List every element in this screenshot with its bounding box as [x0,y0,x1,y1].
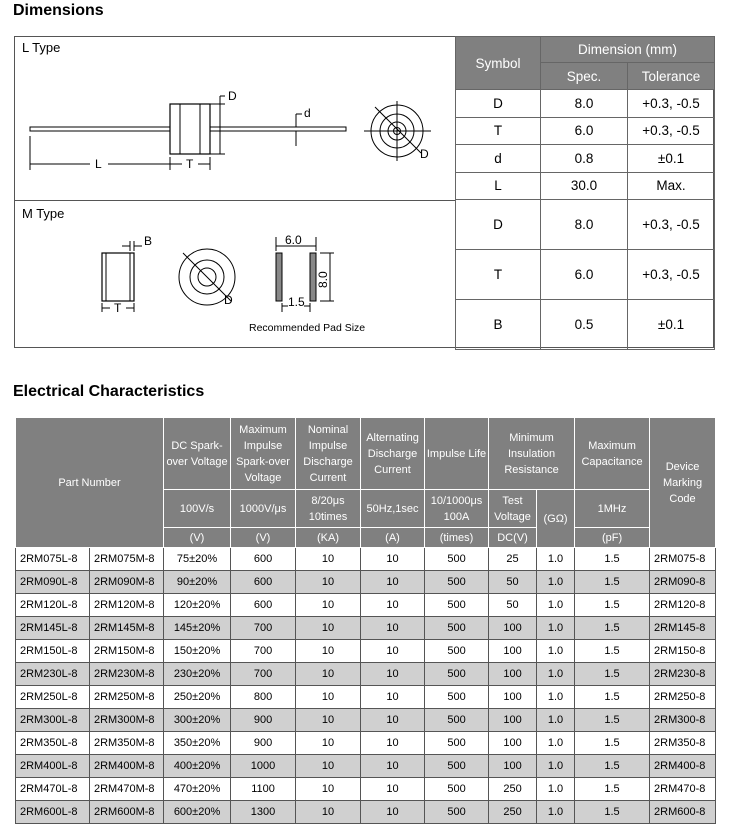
b-label: B [144,234,153,248]
table-row [16,778,716,801]
impulse-life-value: 500 [425,778,489,801]
m-type-drawing [0,0,455,348]
alternating-value: 10 [361,640,425,663]
table-row [16,640,716,663]
alternating-unit: (A) [361,528,425,548]
marking-code: 2RM230-8 [650,663,716,686]
alternating-value: 10 [361,548,425,571]
dimension-symbol: L [456,172,541,200]
part-number-l: 2RM075L-8 [16,548,90,571]
impulse-life-value: 500 [425,548,489,571]
marking-code: 2RM470-8 [650,778,716,801]
dimension-symbol: T [456,250,541,300]
alternating-value: 10 [361,709,425,732]
max-impulse-value: 800 [231,686,296,709]
dimension-tolerance: +0.3, -0.5 [628,200,715,250]
marking-code: 2RM120-8 [650,594,716,617]
part-number-m: 2RM230M-8 [90,663,164,686]
impulse-life-unit: (times) [425,528,489,548]
nominal-impulse-value: 10 [296,594,361,617]
insulation-value: 1.0 [537,686,575,709]
part-number-l: 2RM250L-8 [16,686,90,709]
dimensions-title: Dimensions [13,2,104,19]
max-impulse-value: 700 [231,640,296,663]
pad-caption: Recommended Pad Size [249,322,366,334]
part-number-l: 2RM120L-8 [16,594,90,617]
marking-code: 2RM075-8 [650,548,716,571]
dimension-spec: 0.8 [541,145,628,173]
capacitance-value: 1.5 [575,594,650,617]
dimension-tolerance: Max. [628,172,715,200]
nominal-impulse-value: 10 [296,663,361,686]
dc-sparkover-value: 90±20% [164,571,231,594]
nominal-impulse-condition: 8/20μs 10times [296,490,361,528]
dimension-symbol: B [456,300,541,350]
nominal-impulse-value: 10 [296,571,361,594]
impulse-life-value: 500 [425,571,489,594]
alternating-value: 10 [361,801,425,824]
max-impulse-value: 900 [231,709,296,732]
marking-code: 2RM350-8 [650,732,716,755]
spec-header: Spec. [541,63,628,90]
insulation-value: 1.0 [537,617,575,640]
impulse-life-value: 500 [425,755,489,778]
impulse-life-value: 500 [425,732,489,755]
capacitance-value: 1.5 [575,778,650,801]
part-number-m: 2RM300M-8 [90,709,164,732]
max-impulse-value: 600 [231,548,296,571]
test-voltage-value: 50 [489,594,537,617]
alternating-value: 10 [361,617,425,640]
insulation-value: 1.0 [537,594,575,617]
dc-sparkover-value: 120±20% [164,594,231,617]
tolerance-header: Tolerance [628,63,715,90]
impulse-life-value: 500 [425,686,489,709]
max-impulse-condition: 1000V/μs [231,490,296,528]
dimension-symbol: T [456,117,541,145]
dimension-tolerance: +0.3, -0.5 [628,117,715,145]
nominal-impulse-value: 10 [296,709,361,732]
insulation-value: 1.0 [537,663,575,686]
dimension-tolerance: ±0.1 [628,300,715,350]
dc-sparkover-value: 75±20% [164,548,231,571]
test-voltage-value: 100 [489,617,537,640]
part-number-header: Part Number [16,418,164,548]
insulation-value: 1.0 [537,755,575,778]
table-row [16,755,716,778]
dimension-tolerance: +0.3, -0.5 [628,90,715,118]
part-number-m: 2RM090M-8 [90,571,164,594]
capacitance-value: 1.5 [575,755,650,778]
part-number-l: 2RM150L-8 [16,640,90,663]
nominal-impulse-value: 10 [296,778,361,801]
test-voltage-value: 250 [489,778,537,801]
insulation-unit: (GΩ) [537,490,575,548]
electrical-title: Electrical Characteristics [13,383,205,400]
table-row [16,571,716,594]
dimension-row [456,250,715,300]
marking-code: 2RM400-8 [650,755,716,778]
part-number-m: 2RM250M-8 [90,686,164,709]
device-marking-header: Device Marking Code [650,418,716,548]
capacitance-value: 1.5 [575,548,650,571]
dc-sparkover-value: 600±20% [164,801,231,824]
d-circle-label: D [420,147,429,161]
dimension-row [456,172,715,200]
dimension-spec: 8.0 [541,200,628,250]
marking-code: 2RM250-8 [650,686,716,709]
marking-code: 2RM300-8 [650,709,716,732]
capacitance-value: 1.5 [575,801,650,824]
d-major-label: D [228,89,237,103]
l-type-rows [456,90,715,200]
dimension-row [456,300,715,350]
pad-height-label: 8.0 [316,271,330,288]
nominal-impulse-value: 10 [296,801,361,824]
alternating-value: 10 [361,663,425,686]
dc-sparkover-unit: (V) [164,528,231,548]
alternating-value: 10 [361,732,425,755]
nominal-impulse-value: 10 [296,640,361,663]
thickness-label: T [186,157,194,171]
insulation-value: 1.0 [537,640,575,663]
table-row [16,617,716,640]
table-row [16,548,716,571]
test-voltage-value: 100 [489,640,537,663]
max-impulse-value: 1100 [231,778,296,801]
impulse-life-condition: 10/1000μs 100A [425,490,489,528]
dimension-row [456,145,715,173]
impulse-life-value: 500 [425,801,489,824]
impulse-life-header: Impulse Life [425,418,489,490]
nominal-impulse-value: 10 [296,548,361,571]
max-impulse-value: 700 [231,617,296,640]
nominal-impulse-value: 10 [296,755,361,778]
part-number-m: 2RM145M-8 [90,617,164,640]
dimension-table [455,36,715,350]
capacitance-value: 1.5 [575,709,650,732]
alternating-value: 10 [361,778,425,801]
part-number-l: 2RM470L-8 [16,778,90,801]
insulation-value: 1.0 [537,571,575,594]
table-row [16,709,716,732]
dimension-row [456,90,715,118]
max-capacitance-header: Maximum Capacitance [575,418,650,490]
capacitance-value: 1.5 [575,686,650,709]
marking-code: 2RM090-8 [650,571,716,594]
impulse-life-value: 500 [425,617,489,640]
part-number-l: 2RM090L-8 [16,571,90,594]
dc-sparkover-value: 400±20% [164,755,231,778]
dc-sparkover-value: 470±20% [164,778,231,801]
alternating-value: 10 [361,571,425,594]
symbol-header: Symbol [456,37,541,90]
insulation-value: 1.0 [537,801,575,824]
alternating-condition: 50Hz,1sec [361,490,425,528]
max-impulse-value: 700 [231,663,296,686]
insulation-value: 1.0 [537,732,575,755]
test-voltage-value: 50 [489,571,537,594]
m-d-label: D [224,293,233,307]
insulation-value: 1.0 [537,709,575,732]
part-number-m: 2RM400M-8 [90,755,164,778]
dimension-symbol: D [456,90,541,118]
m-thickness-label: T [114,301,122,315]
max-capacitance-condition: 1MHz [575,490,650,528]
capacitance-value: 1.5 [575,571,650,594]
alternating-value: 10 [361,594,425,617]
dc-sparkover-value: 350±20% [164,732,231,755]
part-number-l: 2RM600L-8 [16,801,90,824]
alternating-value: 10 [361,755,425,778]
table-row [16,686,716,709]
impulse-life-value: 500 [425,594,489,617]
part-number-l: 2RM350L-8 [16,732,90,755]
pad-width-label: 6.0 [285,233,302,247]
capacitance-value: 1.5 [575,663,650,686]
nominal-impulse-value: 10 [296,732,361,755]
dimension-spec: 0.5 [541,300,628,350]
nominal-impulse-value: 10 [296,686,361,709]
dimension-header: Dimension (mm) [541,37,715,63]
dc-sparkover-value: 300±20% [164,709,231,732]
pad-gap-label: 1.5 [288,295,305,309]
max-impulse-value: 600 [231,571,296,594]
dc-sparkover-value: 150±20% [164,640,231,663]
nominal-impulse-header: Nominal Impulse Discharge Current [296,418,361,490]
part-number-m: 2RM600M-8 [90,801,164,824]
dimension-spec: 30.0 [541,172,628,200]
max-impulse-unit: (V) [231,528,296,548]
impulse-life-value: 500 [425,663,489,686]
m-type-label: M Type [22,206,65,221]
part-number-l: 2RM300L-8 [16,709,90,732]
electrical-rows [16,548,716,824]
test-voltage-condition: Test Voltage [489,490,537,528]
max-impulse-value: 1000 [231,755,296,778]
capacitance-value: 1.5 [575,640,650,663]
table-row [16,594,716,617]
m-type-rows [456,200,715,350]
impulse-life-value: 500 [425,640,489,663]
test-voltage-value: 100 [489,686,537,709]
min-insulation-header: Minimum Insulation Resistance [489,418,575,490]
alternating-value: 10 [361,686,425,709]
part-number-l: 2RM145L-8 [16,617,90,640]
nominal-impulse-value: 10 [296,617,361,640]
electrical-table [15,417,716,824]
l-type-label: L Type [22,40,61,55]
part-number-m: 2RM150M-8 [90,640,164,663]
max-impulse-value: 1300 [231,801,296,824]
part-number-l: 2RM400L-8 [16,755,90,778]
part-number-m: 2RM350M-8 [90,732,164,755]
dc-sparkover-value: 145±20% [164,617,231,640]
table-row [16,732,716,755]
dimension-symbol: d [456,145,541,173]
dimension-row [456,200,715,250]
dimension-tolerance: +0.3, -0.5 [628,250,715,300]
test-voltage-value: 100 [489,755,537,778]
test-voltage-value: 25 [489,548,537,571]
alternating-header: Alternating Discharge Current [361,418,425,490]
test-voltage-value: 100 [489,663,537,686]
d-minor-label: d [304,106,311,120]
part-number-l: 2RM230L-8 [16,663,90,686]
dc-sparkover-value: 230±20% [164,663,231,686]
insulation-value: 1.0 [537,548,575,571]
marking-code: 2RM145-8 [650,617,716,640]
dc-sparkover-header: DC Spark-over Voltage [164,418,231,490]
dimension-tolerance: ±0.1 [628,145,715,173]
test-voltage-value: 100 [489,709,537,732]
capacitance-value: 1.5 [575,732,650,755]
max-impulse-value: 600 [231,594,296,617]
max-capacitance-unit: (pF) [575,528,650,548]
dimension-spec: 8.0 [541,90,628,118]
dc-sparkover-value: 250±20% [164,686,231,709]
table-row [16,663,716,686]
part-number-m: 2RM120M-8 [90,594,164,617]
length-label: L [95,157,102,171]
test-voltage-value: 100 [489,732,537,755]
test-voltage-unit: DC(V) [489,528,537,548]
dc-sparkover-condition: 100V/s [164,490,231,528]
nominal-impulse-unit: (KA) [296,528,361,548]
capacitance-value: 1.5 [575,617,650,640]
dimension-row [456,117,715,145]
part-number-m: 2RM075M-8 [90,548,164,571]
dimension-symbol: D [456,200,541,250]
marking-code: 2RM150-8 [650,640,716,663]
test-voltage-value: 250 [489,801,537,824]
insulation-value: 1.0 [537,778,575,801]
part-number-m: 2RM470M-8 [90,778,164,801]
max-impulse-header: Maximum Impulse Spark-over Voltage [231,418,296,490]
marking-code: 2RM600-8 [650,801,716,824]
dimension-spec: 6.0 [541,117,628,145]
impulse-life-value: 500 [425,709,489,732]
table-row [16,801,716,824]
max-impulse-value: 900 [231,732,296,755]
dimension-spec: 6.0 [541,250,628,300]
